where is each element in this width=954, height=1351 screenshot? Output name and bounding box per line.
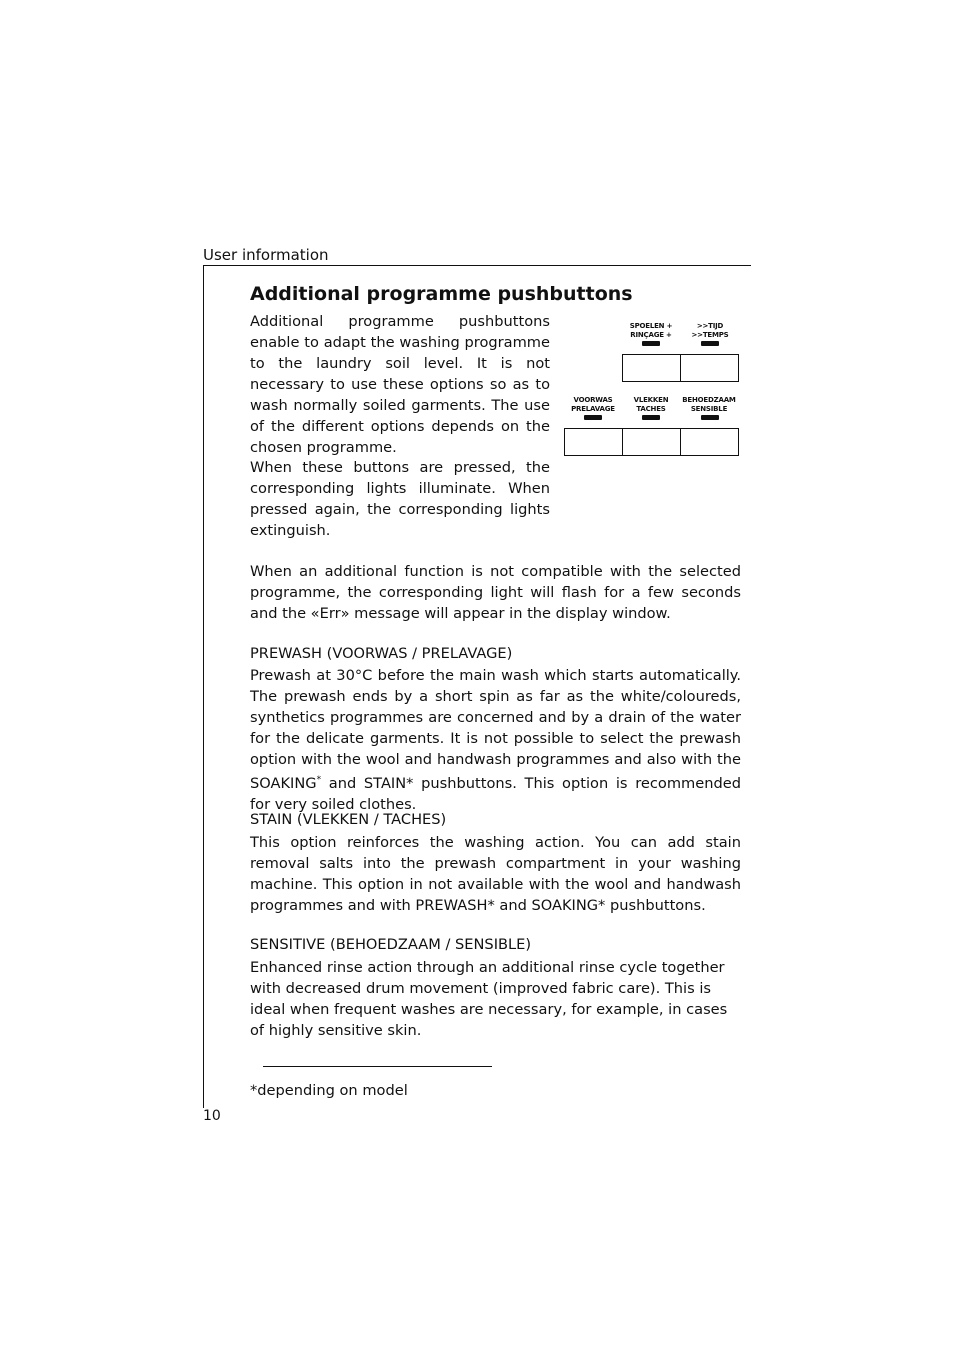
stain-indicator xyxy=(642,415,660,420)
prewash-text: Prewash at 30°C before the main wash which starts automatically. The prewash ends by a short spin as far as the white/coloureds, synthetics programmes are concerned and by a drain of the water for the delicate garments. It is not possible to select the prewash option with the wool and handwash programmes and also with the SOAKING* and STAIN* pushbuttons. This option is recommended for very soiled clothes. xyxy=(250,667,741,813)
rinse-plus-label: SPOELEN + RINÇAGE + xyxy=(629,322,673,339)
footnote-rule xyxy=(263,1066,492,1067)
sensitive-heading: SENSITIVE (BEHOEDZAAM / SENSIBLE) xyxy=(250,936,532,953)
header-rule xyxy=(203,265,751,266)
sensitive-indicator xyxy=(701,415,719,420)
prewash-button[interactable] xyxy=(564,428,623,456)
prewash-indicator xyxy=(584,415,602,420)
stain-heading: STAIN (VLEKKEN / TACHES) xyxy=(250,811,447,828)
intro-paragraph-1: Additional programme pushbuttons enable to adapt the washing programme to the laundry soil level. It is not necessary to use these options so as to wash normally soiled garments. The use of the different options depends on the chosen programme. xyxy=(250,313,550,456)
incompatibility-paragraph: When an additional function is not compatible with the selected programme, the corresponding light will flash for a few seconds and the «Err» message will appear in the display window. xyxy=(250,563,741,622)
sensitive-label: BEHOEDZAAM SENSIBLE xyxy=(682,396,736,413)
intro-paragraph-2: When these buttons are pressed, the corresponding lights illuminate. When pressed again, the corresponding lights extinguish. xyxy=(250,459,550,539)
stain-text: This option reinforces the washing action. You can add stain removal salts into the prewash compartment in your washing machine. This option in not available with the wool and handwash programmes and with PREWASH* and SOAKING* pushbuttons. xyxy=(250,834,741,914)
rinse-plus-button[interactable] xyxy=(622,354,681,382)
page-number: 10 xyxy=(203,1108,221,1124)
time-indicator xyxy=(701,341,719,346)
control-panel-illustration xyxy=(562,318,742,460)
time-label: >>TIJD >>TEMPS xyxy=(691,322,729,339)
page-title: Additional programme pushbuttons xyxy=(250,283,633,305)
stain-label: VLEKKEN TACHES xyxy=(633,396,669,413)
prewash-label: VOORWAS PRELAVAGE xyxy=(571,396,615,413)
footnote: *depending on model xyxy=(250,1082,408,1099)
time-button[interactable] xyxy=(680,354,739,382)
section-header: User information xyxy=(203,246,329,264)
stain-button[interactable] xyxy=(622,428,681,456)
sensitive-button[interactable] xyxy=(680,428,739,456)
sensitive-text: Enhanced rinse action through an additional rinse cycle together with decreased drum movement (improved fabric care). This is ideal when frequent washes are necessary, for example, in cases of highly sensitive skin. xyxy=(250,959,728,1039)
prewash-heading: PREWASH (VOORWAS / PRELAVAGE) xyxy=(250,645,513,662)
rinse-plus-indicator xyxy=(642,341,660,346)
left-margin-rule xyxy=(203,265,204,1108)
